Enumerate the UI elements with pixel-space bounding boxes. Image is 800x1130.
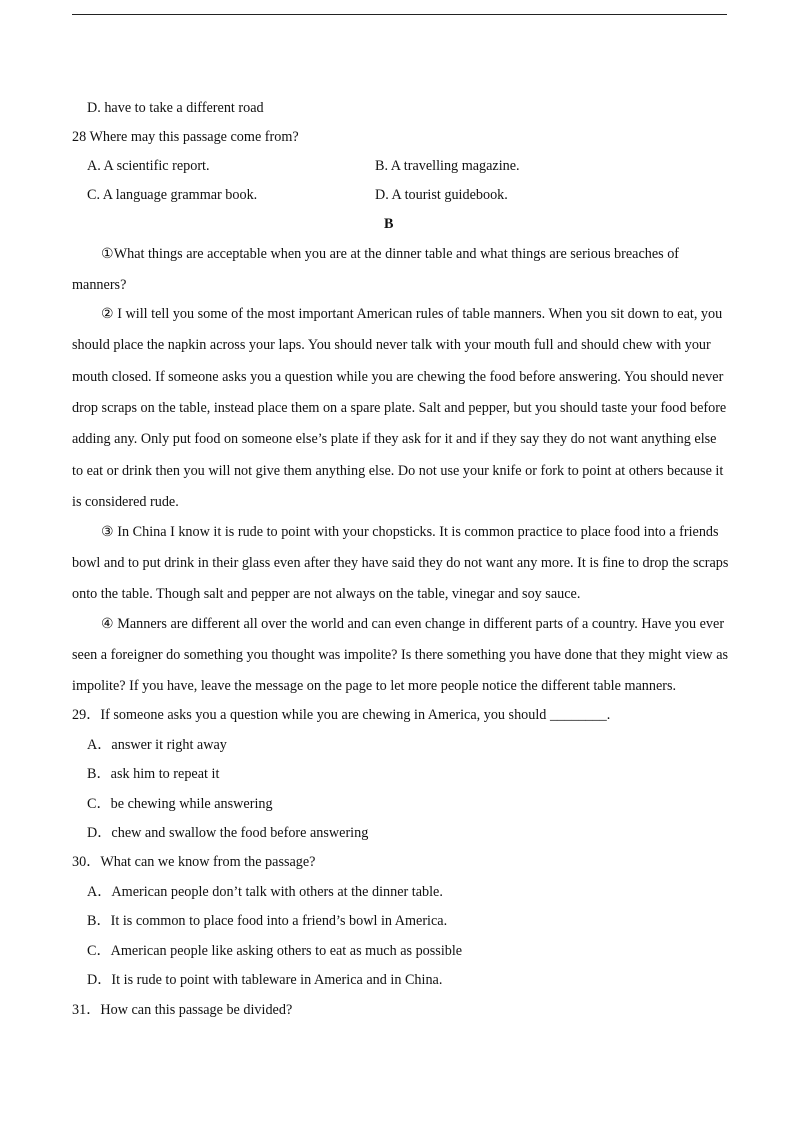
- passage-b-p1-line: manners?: [72, 277, 127, 293]
- passage-b-p3-line: onto the table. Though salt and pepper are not always on the table, vinegar and soy sauce.: [72, 586, 581, 602]
- passage-b-p2-line: is considered rude.: [72, 494, 179, 510]
- passage-b-p2-line: ② I will tell you some of the most important American rules of table manners. When you sit down to eat, you: [101, 306, 723, 322]
- q30-option-b: B．It is common to place food into a friend’s bowl in America.: [87, 913, 448, 929]
- passage-b-p2-line: mouth closed. If someone asks you a question while you are chewing the food before answering. You should never: [72, 369, 724, 385]
- passage-b-p1-line: ①What things are acceptable when you are at the dinner table and what things are serious breaches of: [101, 246, 680, 262]
- passage-b-p3-line: bowl and to put drink in their glass even after they have said they do not want any more. It is fine to drop the scraps: [72, 555, 729, 571]
- passage-b-p2-line: drop scraps on the table, instead place them on a spare plate. Salt and pepper, but you should taste your food before: [72, 400, 727, 416]
- q29-option-c: C．be chewing while answering: [87, 796, 273, 812]
- header-rule: [72, 14, 727, 15]
- passage-b-heading: B: [384, 216, 394, 232]
- q28-option-b: B. A travelling magazine.: [375, 158, 520, 174]
- q30-question: 30．What can we know from the passage?: [72, 854, 316, 870]
- passage-b-p3-line: ③ In China I know it is rude to point with your chopsticks. It is common practice to place food into a friends: [101, 524, 719, 540]
- q31-question: 31．How can this passage be divided?: [72, 1002, 293, 1018]
- q28-option-c: C. A language grammar book.: [87, 187, 258, 203]
- q28-question: 28 Where may this passage come from?: [72, 129, 299, 145]
- passage-b-p2-line: to eat or drink then you will not give them anything else. Do not use your knife or fork to point at others because it: [72, 463, 724, 479]
- q29-option-b: B．ask him to repeat it: [87, 766, 220, 782]
- q29-option-d: D．chew and swallow the food before answering: [87, 825, 369, 841]
- passage-b-p4-line: seen a foreigner do something you thought was impolite? Is there something you have done that they might view as: [72, 647, 729, 663]
- passage-b-p2-line: should place the napkin across your laps. You should never talk with your mouth full and should chew with your: [72, 337, 711, 353]
- q30-option-c: C．American people like asking others to eat as much as possible: [87, 943, 463, 959]
- q28-option-a: A. A scientific report.: [87, 158, 210, 174]
- passage-b-p4-line: impolite? If you have, leave the message on the page to let more people notice the different table manners.: [72, 678, 677, 694]
- passage-b-p2-line: adding any. Only put food on someone else’s plate if they ask for it and if they say they do not want anything else: [72, 431, 717, 447]
- q28-option-d: D. A tourist guidebook.: [375, 187, 508, 203]
- q29-question: 29．If someone asks you a question while you are chewing in America, you should ________.: [72, 707, 611, 723]
- q27-option-d: D. have to take a different road: [87, 100, 264, 116]
- q30-option-a: A．American people don’t talk with others at the dinner table.: [87, 884, 443, 900]
- passage-b-p4-line: ④ Manners are different all over the world and can even change in different parts of a country. Have you ever: [101, 616, 725, 632]
- q30-option-d: D．It is rude to point with tableware in America and in China.: [87, 972, 443, 988]
- q29-option-a: A．answer it right away: [87, 737, 227, 753]
